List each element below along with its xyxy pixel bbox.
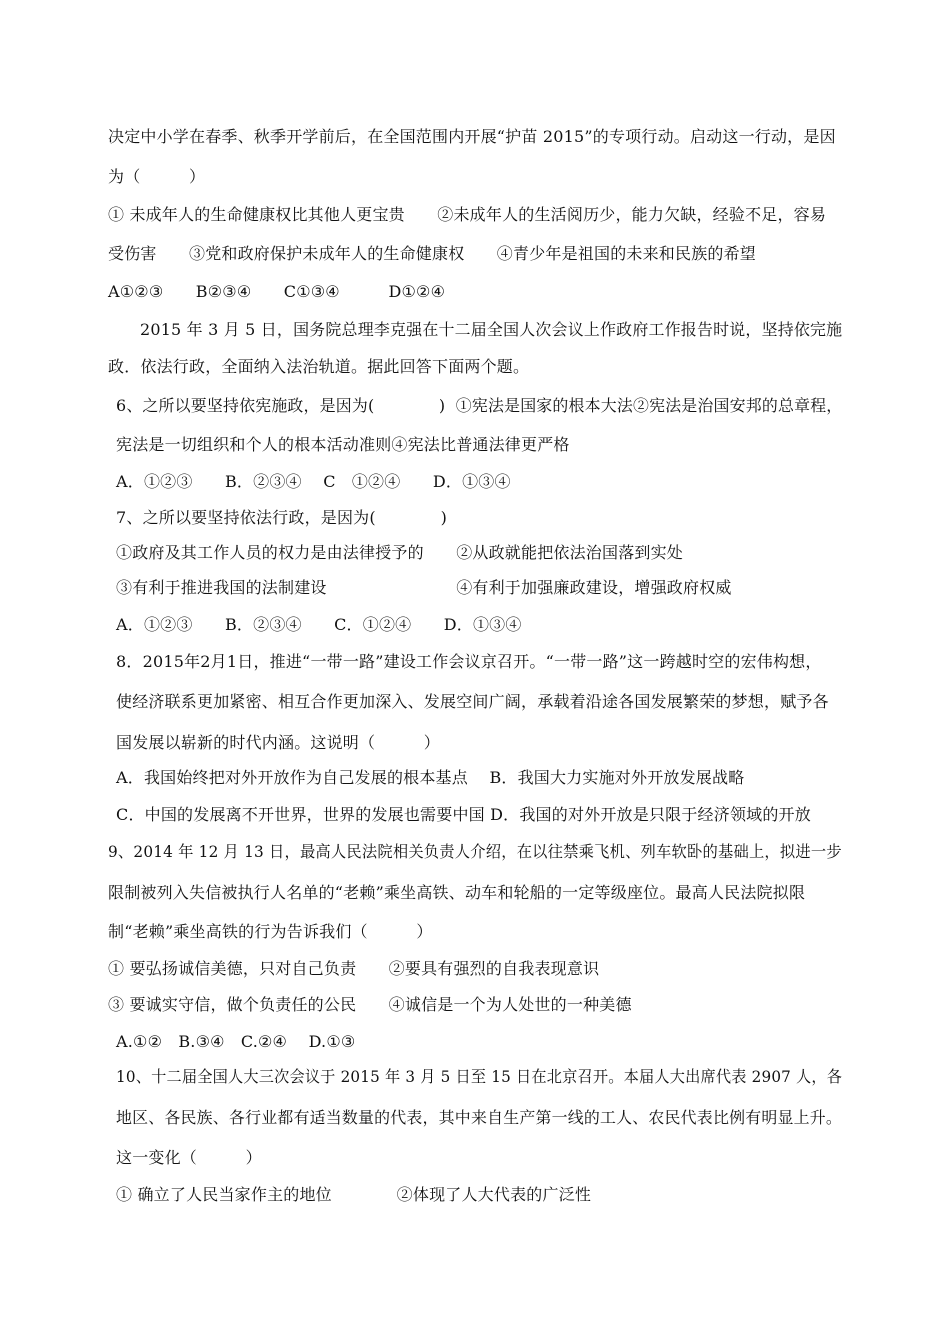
text-line: A①②③ B②③④ C①③④ D①②④: [108, 282, 446, 301]
text-line: 制“老赖”乘坐高铁的行为告诉我们（ ）: [108, 922, 433, 941]
text-line: 受伤害 ③党和政府保护未成年人的生命健康权 ④青少年是祖国的未来和民族的希望: [108, 244, 757, 263]
text-line: 为（ ）: [108, 167, 206, 186]
text-line: ① 未成年人的生命健康权比其他人更宝贵 ②未成年人的生活阅历少，能力欠缺，经验不足，容易: [108, 205, 827, 224]
text-line: 10、十二届全国人大三次会议于 2015 年 3 月 5 日至 15 日在北京召开。本届人大出席代表 2907 人，各: [116, 1067, 843, 1086]
text-line: ① 确立了人民当家作主的地位 ②体现了人大代表的广泛性: [116, 1185, 592, 1204]
text-line: ③有利于推进我国的法制建设 ④有利于加强廉政建设，增强政府权威: [116, 578, 732, 597]
text-line: ① 要弘扬诚信美德，只对自己负责 ②要具有强烈的自我表现意识: [108, 959, 600, 978]
text-line: 6、之所以要坚持依宪施政，是因为( ) ①宪法是国家的根本大法②宪法是治国安邦的总章程，: [116, 396, 843, 415]
text-line: ①政府及其工作人员的权力是由法律授予的 ②从政就能把依法治国落到实处: [116, 543, 684, 562]
text-line: 这一变化（ ）: [116, 1148, 262, 1167]
text-line: 使经济联系更加紧密、相互合作更加深入、发展空间广阔，承载着沿途各国发展繁荣的梦想，赋予各: [116, 692, 829, 711]
text-line: 限制被列入失信被执行人名单的“老赖”乘坐高铁、动车和轮船的一定等级座位。最高人民法院拟限: [108, 883, 806, 902]
text-line: 宪法是一切组织和个人的根本活动准则④宪法比普通法律更严格: [116, 435, 570, 454]
text-line: A.①② B.③④ C.②④ D.①③: [116, 1032, 356, 1051]
text-line: 决定中小学在春季、秋季开学前后，在全国范围内开展“护苗 2015”的专项行动。启动这一行动，是因: [108, 127, 836, 146]
text-line: ③ 要诚实守信，做个负责任的公民 ④诚信是一个为人处世的一种美德: [108, 995, 632, 1014]
text-line: 7、之所以要坚持依法行政，是因为( ): [116, 508, 448, 527]
text-line: 国发展以崭新的时代内涵。这说明（ ）: [116, 733, 441, 752]
text-line: 9、2014 年 12 月 13 日，最高人民法院相关负责人介绍，在以往禁乘飞机、列车软卧的基础上，拟进一步: [108, 842, 842, 861]
text-line: 政．依法行政，全面纳入法治轨道。据此回答下面两个题。: [108, 357, 530, 376]
text-line: 8．2015年2月1日，推进“一带一路”建设工作会议京召开。“一带一路”这一跨越时空的宏伟构想，: [116, 652, 822, 671]
text-line: A．①②③ B．②③④ C．①②④ D．①③④: [116, 615, 522, 634]
text-line: A．我国始终把对外开放作为自己发展的根本基点 B．我国大力实施对外开放发展战略: [116, 768, 745, 787]
text-line: 2015 年 3 月 5 日，国务院总理李克强在十二届全国人次会议上作政府工作报告时说，坚持依完施: [140, 320, 843, 339]
text-line: 地区、各民族、各行业都有适当数量的代表，其中来自生产第一线的工人、农民代表比例有明显上升。: [116, 1108, 843, 1127]
text-line: C．中国的发展离不开世界，世界的发展也需要中国 D．我国的对外开放是只限于经济领域的开放: [116, 805, 811, 824]
text-line: A．①②③ B．②③④ C ①②④ D．①③④: [116, 472, 511, 491]
